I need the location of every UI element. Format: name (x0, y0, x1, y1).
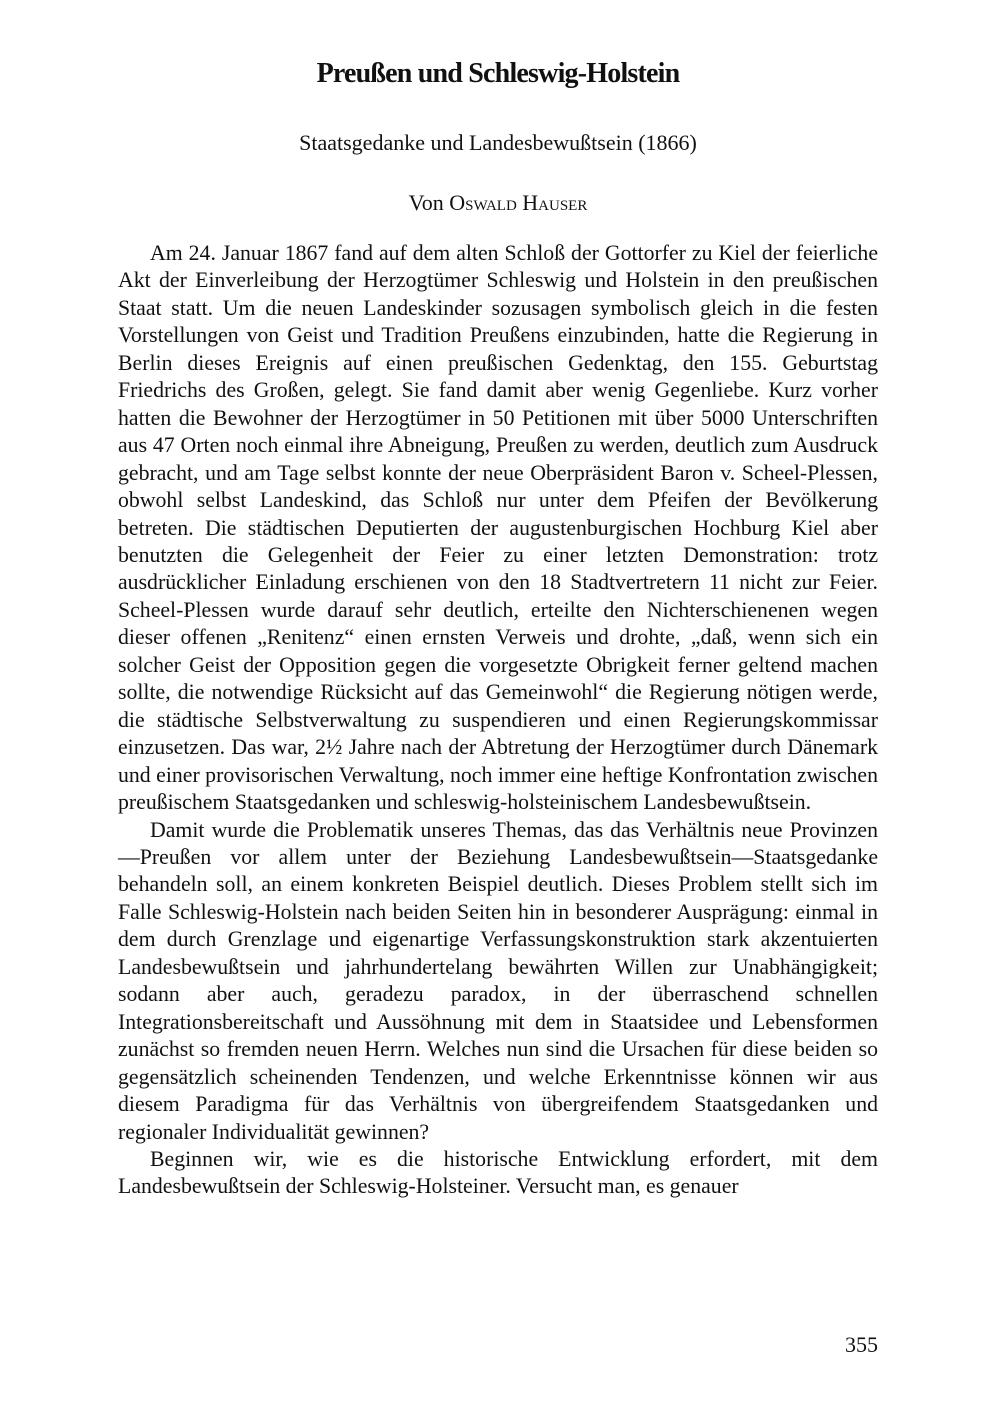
author-prefix: Von (408, 190, 444, 215)
page-number: 355 (845, 1332, 878, 1357)
article-subtitle: Staatsgedanke und Landesbewußtsein (1866) (299, 130, 697, 155)
article-title: Preußen und Schleswig-Holstein (316, 58, 680, 89)
page (118, 0, 878, 1419)
author-line (118, 188, 878, 218)
article-body (118, 240, 878, 1201)
author-name: Oswald Hauser (449, 190, 588, 215)
paragraph: Am 24. Januar 1867 fand auf dem alten Schloß der Gottorfer zu Kiel der feierliche Akt der Einverleibung der Herzogtümer Schleswig und Holstein in den preußischen Staat statt. Um die neuen Landeskinder sozusagen symbolisch gleich in die festen Vorstellungen von Geist und Tradition Preußens einzubinden, hatte die Regierung in Berlin dieses Ereignis auf einen preußischen Gedenktag, den 155. Geburtstag Friedrichs des Großen, gelegt. Sie fand damit aber wenig Gegenliebe. Kurz vorher hatten die Bewohner der Herzogtümer in 50 Petitionen mit über 5000 Unterschriften aus 47 Orten noch einmal ihre Abneigung, Preußen zu werden, deutlich zum Ausdruck gebracht, und am Tage selbst konnte der neue Oberpräsident Baron v. Scheel-Plessen, obwohl selbst Landeskind, das Schloß nur unter dem Pfeifen der Bevölkerung betreten. Die städtischen Deputierten der augustenburgischen Hochburg Kiel aber benutzten die Gelegenheit der Feier zu einer letzten Demonstration: trotz ausdrücklicher Einladung erschienen von den 18 Stadtvertretern 11 nicht zur Feier. Scheel-Plessen wurde darauf sehr deutlich, erteilte den Nichterschienenen wegen dieser offenen „Renitenz“ einen ernsten Verweis und drohte, „daß, wenn sich ein solcher Geist der Opposition gegen die vorgesetzte Obrigkeit ferner geltend machen sollte, die notwendige Rücksicht auf das Gemeinwohl“ die Regierung nötigen werde, die städtische Selbstverwaltung zu suspendieren und einen Regierungskommissar einzusetzen. Das war, 2½ Jahre nach der Abtretung der Herzogtümer durch Dänemark und einer provisorischen Verwaltung, noch immer eine heftige Konfrontation zwischen preußischem Staatsgedanken und schleswig-holsteinischem Landesbewußtsein. (118, 241, 878, 815)
paragraph: Beginnen wir, wie es die historische Entwicklung erfordert, mit dem Landesbewußtsein der Schleswig-Holsteiner. Versucht man, es genauer (118, 1146, 878, 1199)
paragraph: Damit wurde die Problematik unseres Themas, das das Verhältnis neue Provinzen—Preußen vor allem unter der Beziehung Landesbewußtsein—Staatsgedanke behandeln soll, an einem konkreten Beispiel deutlich. Dieses Problem stellt sich im Falle Schleswig-Holstein nach beiden Seiten hin in besonderer Ausprägung: einmal in dem durch Grenzlage und eigenartige Verfassungskonstruktion stark akzentuierten Landesbewußtsein und jahrhundertelang bewährten Willen zur Unabhängigkeit; sodann aber auch, geradezu paradox, in der überraschend schnellen Integrationsbereitschaft und Aussöhnung mit dem in Staatsidee und Lebensformen zunächst so fremden neuen Herrn. Welches nun sind die Ursachen für diese beiden so gegensätzlich scheinenden Tendenzen, und welche Erkenntnisse können wir aus diesem Paradigma für das Verhältnis von übergreifendem Staatsgedanken und regionaler Individualität gewinnen? (118, 817, 878, 1144)
